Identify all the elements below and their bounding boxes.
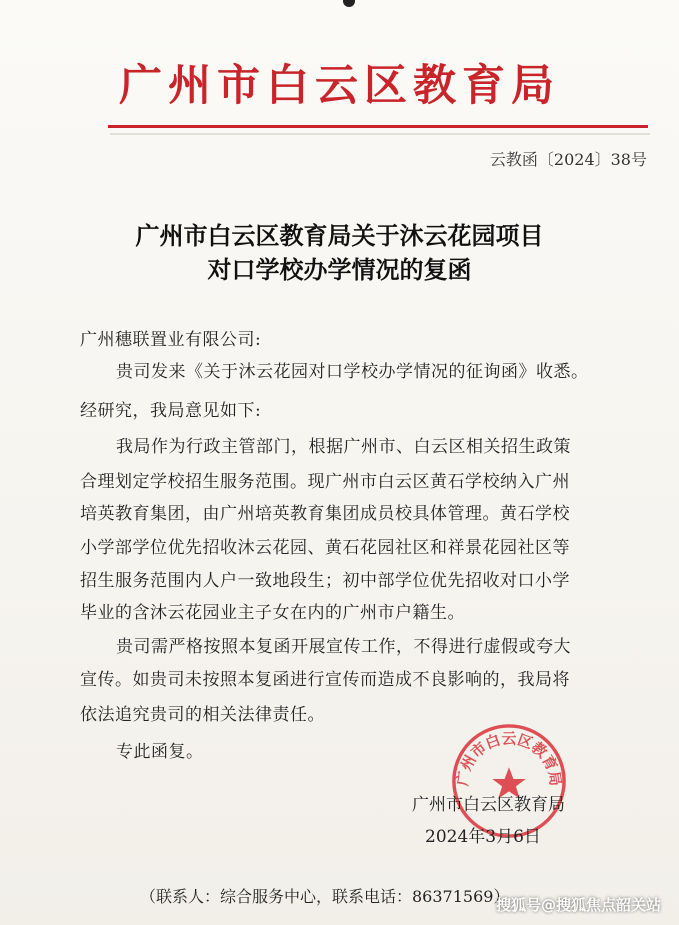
paragraph-line: 依法追究贵司的相关法律责任。 <box>80 705 325 725</box>
contact-info: （联系人：综合服务中心，联系电话：86371569） <box>140 887 510 906</box>
punch-hole <box>343 0 355 7</box>
paragraph-line: 宣传。如贵司未按照本复函进行宣传而造成不良影响的，我局将 <box>80 670 570 690</box>
signature-org: 广州市白云区教育局 <box>412 795 565 815</box>
paragraph-line: 毕业的含沐云花园业主子女在内的广州市户籍生。 <box>80 603 465 623</box>
paragraph-line: 贵司需严格按照本复函开展宣传工作，不得进行虚假或夸大 <box>116 637 571 657</box>
paragraph-line: 小学部学位优先招收沐云花园、黄石花园社区和祥景花园社区等 <box>80 538 570 558</box>
paragraph-line: 培英教育集团，由广州培英教育集团成员校具体管理。黄石学校 <box>80 504 570 524</box>
paper-fold <box>110 133 650 135</box>
letterhead: 广州市白云区教育局 <box>119 61 560 111</box>
paragraph-line: 经研究，我局意见如下: <box>80 401 262 421</box>
paragraph-line: 我局作为行政主管部门，根据广州市、白云区相关招生政策 <box>116 437 571 457</box>
paragraph-line: 贵司发来《关于沐云花园对口学校办学情况的征询函》收悉。 <box>116 362 589 382</box>
paragraph-line: 专此函复。 <box>116 742 204 762</box>
signature-date: 2024年3月6日 <box>425 827 541 847</box>
seal-text: 广州市白云区教育局 <box>454 730 564 788</box>
addressee: 广州穗联置业有限公司: <box>80 330 262 350</box>
watermark: 搜狐号@搜狐焦点韶关站 <box>495 896 661 914</box>
paragraph-line: 招生服务范围内人户一致地段生；初中部学位优先招收对口小学 <box>80 571 570 591</box>
letterhead-red-rule <box>108 125 648 128</box>
paragraph-line: 合理划定学校招生服务范围。现广州市白云区黄石学校纳入广州 <box>80 472 570 492</box>
title-line-1: 广州市白云区教育局关于沐云花园项目 <box>135 221 544 250</box>
title-line-2: 对口学校办学情况的复函 <box>207 255 472 284</box>
document-number: 云教函〔2024〕38号 <box>489 150 647 169</box>
